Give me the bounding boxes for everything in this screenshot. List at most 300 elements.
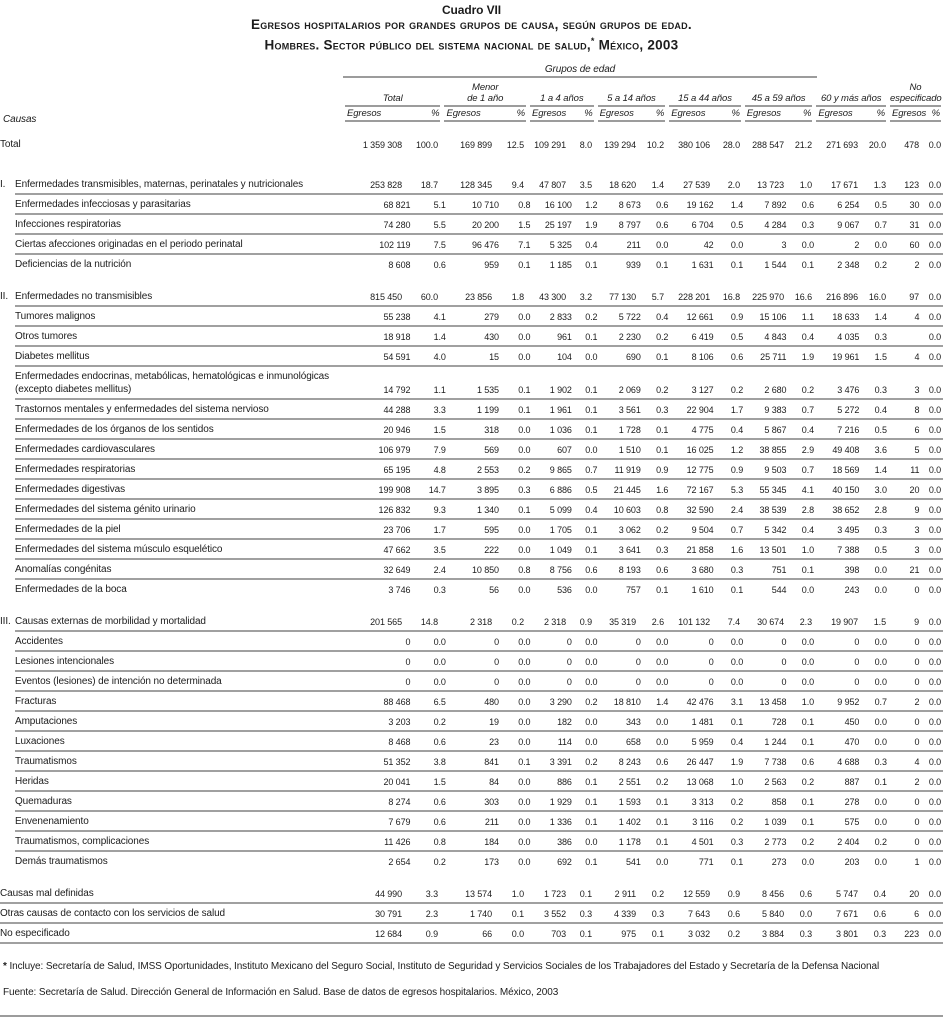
cell-egresos: 1 705 [549, 524, 572, 535]
cell-egresos: 1 535 [476, 384, 499, 395]
cell-pct: 0.6 [433, 259, 446, 270]
cell-pct: 0.3 [651, 908, 664, 919]
table-row [0, 307, 943, 327]
table-number: Cuadro VII [441, 3, 501, 17]
cell-pct: 0.0 [518, 444, 531, 455]
cell-pct: 0.0 [518, 776, 531, 787]
cell-egresos: 9 504 [691, 524, 714, 535]
cell-egresos: 27 539 [683, 179, 710, 190]
cell-pct: 3.2 [579, 291, 592, 302]
cell-pct: 0.2 [433, 856, 446, 867]
cell-pct: 1.5 [873, 616, 886, 627]
cell-pct: 1.1 [801, 311, 815, 322]
cell-egresos: 128 345 [460, 179, 492, 190]
cell-egresos: 279 [484, 311, 499, 322]
table-row [0, 500, 943, 520]
cell-egresos: 84 [489, 776, 499, 787]
cell-pct: 4.1 [433, 311, 446, 322]
cell-pct: 1.3 [873, 179, 886, 190]
cell-egresos: 12 684 [375, 928, 402, 939]
cell-pct: 0.2 [585, 311, 598, 322]
table-row [0, 235, 943, 255]
cell-egresos: 35 319 [609, 616, 636, 627]
row-label: Accidentes [15, 635, 63, 647]
row-label: Enfermedades respiratorias [15, 463, 136, 475]
pct-label: % [584, 107, 593, 119]
cell-pct: 0.1 [801, 736, 815, 747]
cell-egresos: 38 855 [759, 444, 787, 455]
cell-pct: 3.5 [433, 544, 446, 555]
cell-pct: 0.6 [656, 756, 669, 767]
cell-pct: 2.0 [727, 179, 740, 190]
cell-egresos: 3 746 [388, 584, 411, 595]
cell-pct: 0.0 [656, 716, 669, 727]
cell-pct: 0.1 [656, 424, 669, 435]
cell-egresos: 2 911 [614, 888, 636, 899]
cell-egresos: 11 426 [384, 836, 411, 847]
cell-egresos: 0 [914, 676, 920, 687]
cell-pct: 0.0 [928, 259, 942, 270]
cell-pct: 0.0 [656, 636, 669, 647]
cell-pct: 0.0 [518, 331, 531, 342]
cell-egresos: 77 130 [609, 291, 636, 302]
cell-egresos: 23 856 [465, 291, 492, 302]
cell-egresos: 2 [914, 259, 920, 270]
cell-pct: 2.8 [874, 504, 887, 515]
cell-egresos: 0 [708, 636, 714, 647]
cell-egresos: 858 [771, 796, 787, 807]
cell-egresos: 575 [844, 816, 860, 827]
cell-egresos: 0 [566, 656, 572, 667]
pct-label: % [516, 107, 525, 119]
cell-egresos: 1 593 [618, 796, 641, 807]
cell-egresos: 0 [914, 584, 920, 595]
table-title: Egresos hospitalarios por grandes grupos de causa, según grupos de edad. [251, 17, 692, 32]
cell-pct: 0.0 [433, 656, 446, 667]
cell-egresos: 4 843 [764, 331, 787, 342]
cell-egresos: 961 [557, 331, 572, 342]
cell-pct: 0.2 [727, 928, 740, 939]
cell-pct: 0.0 [928, 584, 942, 595]
cell-pct: 0.0 [585, 676, 598, 687]
age-group-label: 60 y más años [816, 79, 886, 107]
cell-egresos: 10 603 [613, 504, 641, 515]
cell-pct: 6.5 [433, 696, 446, 707]
cell-egresos: 44 990 [375, 888, 402, 899]
cell-pct: 0.0 [928, 696, 942, 707]
cell-egresos: 0 [854, 676, 860, 687]
cell-egresos: 288 547 [752, 139, 784, 150]
cell-egresos: 55 345 [759, 484, 787, 495]
cell-egresos: 8 456 [761, 888, 784, 899]
cell-pct: 0.0 [928, 544, 942, 555]
cell-egresos: 74 280 [383, 219, 411, 230]
cell-egresos: 3 884 [761, 928, 784, 939]
cell-pct: 1.5 [874, 351, 887, 362]
cell-pct: 14.7 [428, 484, 446, 495]
cell-pct: 0.1 [585, 259, 598, 270]
cell-pct: 0.0 [656, 239, 669, 250]
cell-pct: 1.9 [801, 351, 815, 362]
cell-egresos: 1 961 [549, 404, 572, 415]
cell-pct: 0.0 [928, 484, 942, 495]
cell-pct: 0.3 [874, 384, 887, 395]
cell-egresos: 0 [494, 636, 499, 647]
cell-pct: 0.1 [656, 259, 669, 270]
cell-pct: 0.3 [874, 756, 887, 767]
cell-egresos: 18 633 [832, 311, 860, 322]
row-label: Eventos (lesiones) de intención no determinada [15, 675, 222, 687]
cell-pct: 0.2 [656, 384, 669, 395]
cell-egresos: 1 544 [764, 259, 787, 270]
cell-egresos: 303 [484, 796, 499, 807]
cell-egresos: 541 [626, 856, 641, 867]
cell-egresos: 3 495 [837, 524, 860, 535]
cell-pct: 0.0 [874, 564, 887, 575]
cell-egresos: 690 [626, 351, 641, 362]
cell-pct: 0.8 [433, 836, 446, 847]
cell-egresos: 4 [914, 756, 920, 767]
cell-egresos: 44 288 [383, 404, 411, 415]
cell-egresos: 470 [844, 736, 860, 747]
cell-egresos: 5 342 [764, 524, 787, 535]
cell-egresos: 0 [914, 656, 920, 667]
cell-egresos: 0 [781, 636, 787, 647]
cell-pct: 0.9 [730, 311, 744, 322]
cell-egresos: 3 203 [388, 716, 411, 727]
cell-pct: 0.0 [928, 424, 942, 435]
cell-egresos: 0 [854, 636, 860, 647]
cell-egresos: 7 679 [388, 816, 411, 827]
cell-egresos: 102 119 [379, 239, 411, 250]
cell-pct: 3.3 [433, 404, 446, 415]
cell-egresos: 43 300 [539, 291, 566, 302]
cell-egresos: 3 032 [687, 928, 710, 939]
table-row [0, 612, 943, 632]
cell-egresos: 5 840 [761, 908, 784, 919]
row-label: Luxaciones [15, 735, 65, 747]
cell-pct: 0.5 [730, 219, 744, 230]
cell-egresos: 9 [914, 616, 919, 627]
cell-pct: 0.0 [928, 856, 942, 867]
cell-egresos: 211 [484, 816, 499, 827]
cell-pct: 9.3 [433, 504, 446, 515]
cell-pct: 0.0 [518, 544, 531, 555]
cell-pct: 2.4 [730, 504, 744, 515]
cell-pct: 0.0 [874, 716, 887, 727]
cell-pct: 1.5 [433, 776, 446, 787]
cell-pct: 0.0 [656, 656, 669, 667]
cell-egresos: 959 [484, 259, 499, 270]
cell-egresos: 815 450 [370, 291, 402, 302]
cell-egresos: 15 106 [759, 311, 787, 322]
cell-egresos: 104 [557, 351, 572, 362]
cell-pct: 0.2 [656, 331, 669, 342]
cell-pct: 0.1 [518, 384, 531, 395]
row-label: Otros tumores [15, 330, 78, 342]
cell-egresos: 19 907 [831, 616, 858, 627]
table-row [0, 255, 943, 275]
row-label: Tumores malignos [15, 310, 96, 322]
cell-egresos: 40 150 [832, 484, 860, 495]
cell-pct: 0.4 [873, 888, 886, 899]
age-group-label: 5 a 14 años [598, 79, 666, 107]
cell-pct: 2.3 [425, 908, 438, 919]
table-subtitle [0, 33, 943, 54]
cell-pct: 60.0 [420, 291, 438, 302]
table-row [0, 904, 943, 924]
footnotes [0, 961, 943, 999]
cell-egresos: 11 [910, 464, 920, 475]
row-label: Infecciones respiratorias [15, 218, 121, 230]
cell-pct: 0.1 [801, 564, 815, 575]
egresos-pct-subheader [530, 107, 594, 122]
cell-egresos: 0 [405, 676, 411, 687]
age-group-label: Total [345, 79, 440, 107]
cell-egresos: 5 [914, 444, 920, 455]
table-row [0, 692, 943, 712]
cell-pct: 0.3 [874, 331, 887, 342]
cell-pct: 4.1 [801, 484, 815, 495]
cell-egresos: 19 162 [686, 199, 714, 210]
cell-pct: 1.4 [651, 179, 664, 190]
row-label: Envenenamiento [15, 815, 89, 827]
table-row [0, 540, 943, 560]
cell-pct: 0.1 [656, 816, 669, 827]
cell-egresos: 17 671 [831, 179, 858, 190]
cell-pct: 0.0 [874, 856, 887, 867]
table-row [0, 752, 943, 772]
cell-pct: 0.0 [518, 736, 531, 747]
cell-egresos: 18 810 [613, 696, 641, 707]
cell-egresos: 4 501 [691, 836, 714, 847]
cell-pct: 5.1 [433, 199, 446, 210]
cell-pct: 0.0 [518, 796, 531, 807]
cell-pct: 0.1 [801, 716, 815, 727]
cell-pct: 1.0 [801, 696, 815, 707]
cell-pct: 0.5 [874, 199, 887, 210]
cell-pct: 1.4 [656, 696, 669, 707]
cell-egresos: 3 680 [691, 564, 714, 575]
cell-pct: 0.3 [873, 928, 886, 939]
cell-pct: 0.0 [874, 736, 887, 747]
cell-pct: 7.9 [433, 444, 446, 455]
cell-egresos: 386 [557, 836, 572, 847]
row-label: Deficiencias de la nutrición [15, 258, 132, 270]
cell-egresos: 19 961 [832, 351, 860, 362]
cell-pct: 18.7 [420, 179, 438, 190]
cell-egresos: 228 201 [678, 291, 710, 302]
cell-pct: 1.0 [799, 179, 812, 190]
cell-pct: 0.6 [656, 199, 669, 210]
cell-egresos: 1 481 [691, 716, 714, 727]
cell-pct: 0.0 [874, 676, 887, 687]
egresos-label: Egresos [531, 107, 567, 119]
row-label: Amputaciones [15, 715, 78, 727]
cell-egresos: 3 313 [691, 796, 714, 807]
cell-pct: 0.0 [518, 716, 531, 727]
table-row [0, 400, 943, 420]
cell-egresos: 757 [626, 584, 641, 595]
cell-egresos: 0 [781, 676, 787, 687]
cell-egresos: 23 [489, 736, 499, 747]
cell-egresos: 16 025 [686, 444, 714, 455]
cell-pct: 0.0 [928, 908, 941, 919]
cell-pct: 0.5 [585, 484, 598, 495]
cell-egresos: 1 902 [549, 384, 572, 395]
cell-egresos: 19 [489, 716, 499, 727]
cell-pct: 0.0 [799, 908, 812, 919]
cell-pct: 3.8 [433, 756, 446, 767]
cell-pct: 0.0 [928, 776, 942, 787]
cell-egresos: 2 833 [549, 311, 572, 322]
cell-pct: 0.7 [874, 219, 887, 230]
cell-pct: 0.2 [801, 776, 815, 787]
age-groups-title: Grupos de edad [343, 64, 817, 78]
cell-egresos: 3 116 [692, 816, 714, 827]
cell-pct: 0.6 [585, 564, 598, 575]
cell-pct: 1.6 [730, 544, 744, 555]
cell-pct: 0.2 [585, 756, 598, 767]
cell-egresos: 380 106 [678, 139, 710, 150]
cell-pct: 0.0 [518, 584, 531, 595]
cell-pct: 0.7 [801, 404, 815, 415]
cell-pct: 0.0 [656, 856, 669, 867]
cell-pct: 1.9 [730, 756, 744, 767]
cell-egresos: 30 [909, 199, 920, 210]
cell-pct: 0.0 [730, 239, 744, 250]
cell-egresos: 3 [914, 544, 920, 555]
cell-egresos: 0 [635, 656, 641, 667]
cell-egresos: 536 [557, 584, 572, 595]
cell-egresos: 13 574 [465, 888, 492, 899]
cell-egresos: 8 673 [618, 199, 641, 210]
subtitle-year: México, 2003 [594, 37, 679, 53]
cell-pct: 0.2 [801, 836, 815, 847]
row-label: Anomalías congénitas [15, 563, 112, 575]
cell-pct: 0.0 [585, 636, 598, 647]
age-group-label: 1 a 4 años [530, 79, 594, 107]
cell-pct: 0.0 [518, 424, 531, 435]
cell-pct: 8.0 [579, 139, 592, 150]
cell-egresos: 13 068 [686, 776, 714, 787]
cell-egresos: 5 959 [691, 736, 714, 747]
cell-egresos: 1 728 [618, 424, 641, 435]
cell-pct: 3.3 [425, 888, 438, 899]
age-group-label: Menor de 1 año [444, 79, 526, 107]
cell-egresos: 1 610 [691, 584, 714, 595]
cell-pct: 0.1 [585, 524, 598, 535]
cell-egresos: 223 [904, 928, 919, 939]
cell-egresos: 430 [484, 331, 499, 342]
cell-egresos: 3 561 [618, 404, 641, 415]
cell-egresos: 2 680 [764, 384, 787, 395]
cell-egresos: 841 [484, 756, 499, 767]
cell-pct: 9.4 [511, 179, 524, 190]
row-label: Lesiones intencionales [15, 655, 114, 667]
cell-egresos: 139 294 [604, 139, 636, 150]
cell-pct: 0.2 [874, 259, 887, 270]
cell-egresos: 692 [557, 856, 572, 867]
cell-egresos: 3 552 [543, 908, 566, 919]
cell-egresos: 0 [914, 816, 920, 827]
cell-egresos: 13 723 [757, 179, 784, 190]
row-label: Total [0, 138, 21, 150]
cell-pct: 1.0 [511, 888, 524, 899]
cell-egresos: 4 035 [837, 331, 860, 342]
cell-pct: 0.9 [656, 464, 669, 475]
cell-pct: 0.6 [656, 564, 669, 575]
cell-egresos: 5 325 [549, 239, 572, 250]
table-row [0, 672, 943, 692]
cell-pct: 0.0 [874, 816, 887, 827]
cell-pct: 0.1 [801, 796, 815, 807]
cell-egresos: 0 [566, 636, 572, 647]
cell-pct: 1.4 [874, 464, 887, 475]
cell-pct: 0.5 [874, 424, 887, 435]
cell-pct: 0.0 [801, 856, 815, 867]
footnote-asterisk: * [590, 36, 595, 46]
cell-egresos: 216 896 [826, 291, 858, 302]
cell-egresos: 0 [405, 656, 411, 667]
cell-pct: 0.0 [874, 584, 887, 595]
cell-egresos: 42 [703, 239, 714, 250]
cell-pct: 0.3 [874, 524, 887, 535]
table-titles [0, 0, 943, 54]
cell-pct: 16.8 [722, 291, 740, 302]
cell-egresos: 5 867 [764, 424, 787, 435]
row-label: No especificado [0, 927, 70, 939]
cell-pct: 20.0 [868, 139, 886, 150]
cell-egresos: 0 [405, 636, 411, 647]
pct-label: % [931, 107, 940, 119]
cell-pct: 0.1 [511, 908, 524, 919]
cell-egresos: 2 230 [618, 331, 641, 342]
cell-egresos: 0 [914, 736, 920, 747]
row-label: Enfermedades de los órganos de los sentidos [15, 423, 214, 435]
cell-pct: 0.1 [730, 259, 744, 270]
cell-pct: 0.0 [928, 219, 942, 230]
cell-pct: 10.2 [646, 139, 664, 150]
pct-label: % [803, 107, 812, 119]
cell-pct: 0.0 [656, 736, 669, 747]
cell-egresos: 253 828 [370, 179, 402, 190]
cell-egresos: 0 [494, 676, 499, 687]
cell-egresos: 8 797 [618, 219, 641, 230]
cell-egresos: 22 904 [686, 404, 714, 415]
cell-pct: 0.6 [873, 908, 886, 919]
cell-pct: 0.1 [585, 384, 598, 395]
cell-egresos: 7 388 [837, 544, 860, 555]
egresos-pct-subheader [598, 107, 666, 122]
cell-egresos: 10 850 [472, 564, 499, 575]
cell-egresos: 203 [844, 856, 860, 867]
cell-egresos: 2 069 [618, 384, 641, 395]
cell-egresos: 20 [909, 888, 919, 899]
cell-pct: 2.6 [651, 616, 664, 627]
cell-pct: 0.2 [518, 464, 531, 475]
cell-egresos: 271 693 [826, 139, 858, 150]
cell-pct: 0.1 [518, 504, 531, 515]
cell-egresos: 101 132 [678, 616, 710, 627]
cell-pct: 0.0 [928, 179, 941, 190]
cell-pct: 0.2 [801, 384, 815, 395]
cell-egresos: 939 [626, 259, 641, 270]
cell-egresos: 25 711 [760, 351, 787, 362]
cell-egresos: 21 445 [613, 484, 641, 495]
cell-pct: 0.0 [928, 331, 942, 342]
table-body [0, 135, 943, 944]
